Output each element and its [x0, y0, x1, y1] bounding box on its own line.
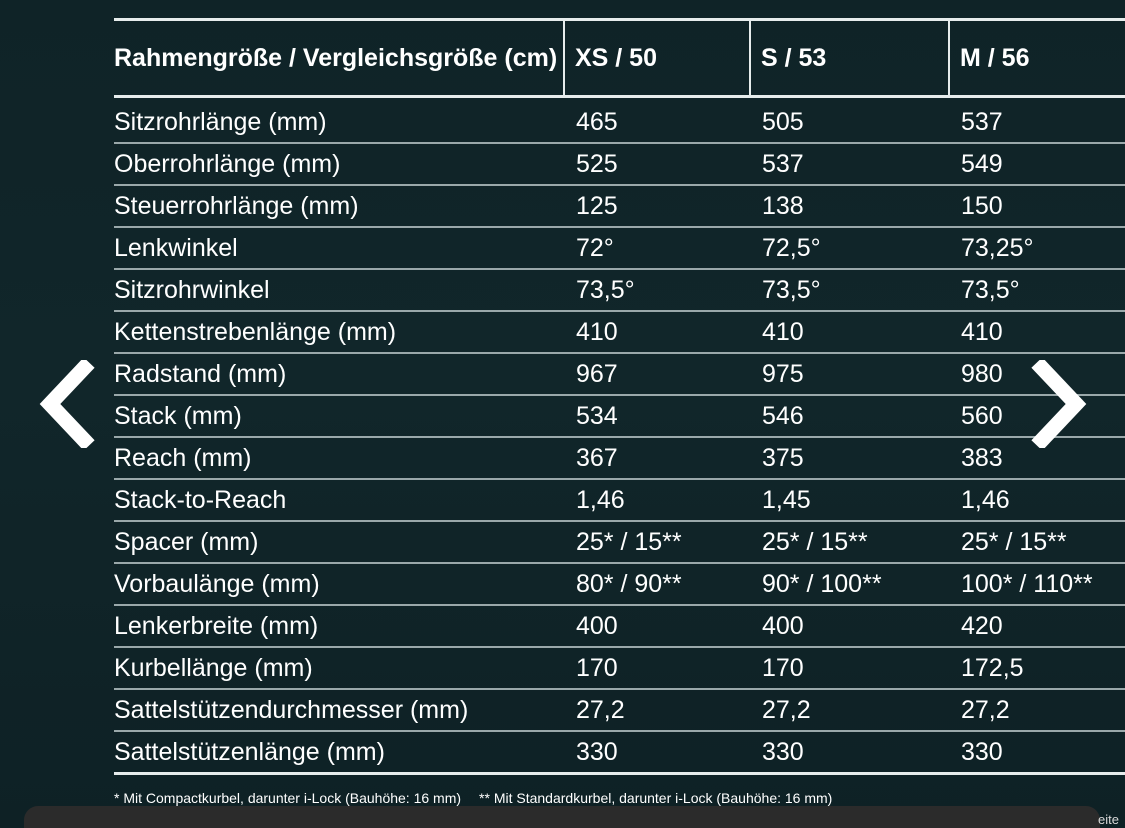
corner-text: eite: [1098, 812, 1119, 827]
chevron-left-icon: [36, 360, 96, 448]
table-row: [114, 563, 1125, 605]
row-value-s: 537: [750, 143, 949, 185]
row-value-s: 375: [750, 437, 949, 479]
row-value-xs: 1,46: [564, 479, 750, 521]
table-row: [114, 185, 1125, 227]
row-value-xs: 330: [564, 731, 750, 774]
row-label: Lenkerbreite (mm): [114, 605, 564, 647]
chevron-right-icon: [1030, 360, 1090, 448]
table-row: [114, 143, 1125, 185]
row-label: Vorbaulänge (mm): [114, 563, 564, 605]
header-size-s: S / 53: [750, 20, 949, 97]
row-label: Reach (mm): [114, 437, 564, 479]
table-row: [114, 353, 1125, 395]
row-value-s: 170: [750, 647, 949, 689]
row-value-xs: 525: [564, 143, 750, 185]
row-value-xs: 125: [564, 185, 750, 227]
row-value-xs: 25* / 15**: [564, 521, 750, 563]
row-value-xs: 367: [564, 437, 750, 479]
row-value-s: 975: [750, 353, 949, 395]
row-value-m: 383: [949, 437, 1125, 479]
footnote-standard: ** Mit Standardkurbel, darunter i-Lock (Bauhöhe: 16 mm): [479, 790, 833, 806]
row-value-m: 549: [949, 143, 1125, 185]
table-row: [114, 647, 1125, 689]
row-label: Sattelstützendurchmesser (mm): [114, 689, 564, 731]
row-value-xs: 170: [564, 647, 750, 689]
table-row: [114, 521, 1125, 563]
row-label: Kurbellänge (mm): [114, 647, 564, 689]
row-value-s: 505: [750, 102, 949, 143]
row-label: Steuerrohrlänge (mm): [114, 185, 564, 227]
row-value-m: 1,46: [949, 479, 1125, 521]
row-value-s: 410: [750, 311, 949, 353]
row-value-s: 25* / 15**: [750, 521, 949, 563]
row-label: Spacer (mm): [114, 521, 564, 563]
row-value-xs: 534: [564, 395, 750, 437]
row-label: Lenkwinkel: [114, 227, 564, 269]
row-value-s: 72,5°: [750, 227, 949, 269]
table-row: [114, 227, 1125, 269]
table-row: [114, 395, 1125, 437]
row-value-m: 73,25°: [949, 227, 1125, 269]
row-value-xs: 465: [564, 102, 750, 143]
table-row: [114, 269, 1125, 311]
row-value-xs: 27,2: [564, 689, 750, 731]
row-label: Sattelstützenlänge (mm): [114, 731, 564, 774]
row-value-m: 172,5: [949, 647, 1125, 689]
table-row: [114, 731, 1125, 774]
row-label: Stack-to-Reach: [114, 479, 564, 521]
row-value-m: 150: [949, 185, 1125, 227]
row-value-s: 138: [750, 185, 949, 227]
row-label: Radstand (mm): [114, 353, 564, 395]
row-label: Oberrohrlänge (mm): [114, 143, 564, 185]
row-value-m: 25* / 15**: [949, 521, 1125, 563]
footnotes: [114, 790, 832, 806]
row-label: Kettenstrebenlänge (mm): [114, 311, 564, 353]
row-value-m: 73,5°: [949, 269, 1125, 311]
table-header-row: [114, 20, 1125, 97]
row-value-xs: 410: [564, 311, 750, 353]
row-label: Stack (mm): [114, 395, 564, 437]
header-size-xs: XS / 50: [564, 20, 750, 97]
row-value-xs: 400: [564, 605, 750, 647]
table-row: [114, 479, 1125, 521]
row-value-m: 27,2: [949, 689, 1125, 731]
row-value-s: 1,45: [750, 479, 949, 521]
row-value-xs: 72°: [564, 227, 750, 269]
row-value-m: 537: [949, 102, 1125, 143]
row-label: Sitzrohrwinkel: [114, 269, 564, 311]
row-value-xs: 967: [564, 353, 750, 395]
row-value-xs: 80* / 90**: [564, 563, 750, 605]
header-label: Rahmengröße / Vergleichsgröße (cm): [114, 20, 564, 97]
row-value-m: 980: [949, 353, 1125, 395]
next-slide-button[interactable]: [1030, 360, 1090, 448]
row-value-m: 420: [949, 605, 1125, 647]
row-value-s: 400: [750, 605, 949, 647]
row-value-m: 560: [949, 395, 1125, 437]
table-row: [114, 605, 1125, 647]
bottom-overlay-bar: [24, 806, 1100, 828]
header-size-m: M / 56: [949, 20, 1125, 97]
prev-slide-button[interactable]: [36, 360, 96, 448]
row-value-s: 90* / 100**: [750, 563, 949, 605]
footnote-compact: * Mit Compactkurbel, darunter i-Lock (Bauhöhe: 16 mm): [114, 790, 462, 806]
row-value-m: 330: [949, 731, 1125, 774]
row-label: Sitzrohrlänge (mm): [114, 102, 564, 143]
row-value-xs: 73,5°: [564, 269, 750, 311]
row-value-s: 27,2: [750, 689, 949, 731]
table-row: [114, 689, 1125, 731]
geometry-table: [114, 18, 1125, 775]
row-value-s: 330: [750, 731, 949, 774]
table-row: [114, 102, 1125, 143]
row-value-s: 546: [750, 395, 949, 437]
row-value-m: 410: [949, 311, 1125, 353]
table-row: [114, 437, 1125, 479]
row-value-s: 73,5°: [750, 269, 949, 311]
table-row: [114, 311, 1125, 353]
row-value-m: 100* / 110**: [949, 563, 1125, 605]
